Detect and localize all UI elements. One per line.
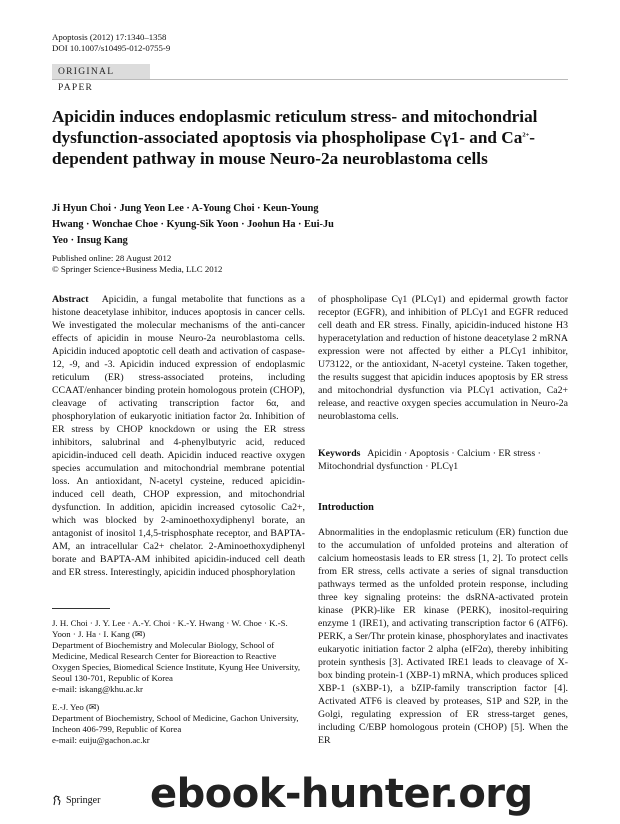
journal-reference: Apoptosis (2012) 17:1340–1358 <box>52 32 167 42</box>
keywords-heading: Keywords <box>318 448 361 459</box>
affiliation-1 <box>52 618 305 695</box>
affiliation-1-email[interactable]: e-mail: iskang@khu.ac.kr <box>52 684 143 694</box>
keywords-text: Apicidin · Apoptosis · Calcium · ER stress · Mitochondrial dysfunction · PLCγ1 <box>318 448 541 472</box>
header-rule <box>52 79 568 80</box>
affiliation-1-address: Department of Biochemistry and Molecular Biology, School of Medicine, Medical Research Center for Bioreaction to Reactive Oxygen Species, Biomedical Science Institute, Kyung Hee University, Seoul 130-701, Republic of Korea <box>52 640 301 683</box>
affiliation-2-email[interactable]: e-mail: euiju@gachon.ac.kr <box>52 735 150 745</box>
watermark: ebook-hunter.org <box>150 771 533 817</box>
publisher-name: Springer <box>66 795 101 806</box>
abstract-text-left: Apicidin, a fungal metabolite that functions as a histone deacetylase inhibitor, induces apoptosis in cancer cells. We investigated the molecular mechanisms of the anti-cancer effects of apicidin in mouse Neuro-2a neuroblastoma cells. Apicidin induced apoptotic cell death and activation of caspase-12, -9, and -3. Apicidin induced expression of endoplasmic reticulum (ER) stress-associated proteins, including CCAAT/enhancer binding protein homologous protein (CHOP), cleavage of activating transcription factor 6α, and phosphorylation of eukaryotic initiation factor 2α. Inhibition of ER stress by CHOP knockdown or using the ER stress inhibitors, salubrinal and 4-phenylbutyric acid, reduced apicidin-induced cell death. Apicidin induced reactive oxygen species accumulation and mitochondrial membrane potential loss. An antioxidant, N-acetyl cysteine, reduced apicidin-induced cell death, CHOP expression, and mitochondrial dysfunction. In addition, apicidin increased cytosolic Ca2+, which was blocked by 2-aminoethoxydiphenyl borate, an antagonist of inositol 1,4,5-trisphosphate receptor, and BAPTA-AM, an intracellular Ca2+ chelator. 2-Aminoethoxydiphenyl borate and BAPTA-AM inhibited apicidin-induced cell death and ER stress. Interestingly, apicidin induced phosphorylation <box>52 294 306 578</box>
introduction-text: Abnormalities in the endoplasmic reticulum (ER) function due to the accumulation of unfolded proteins and alteration of calcium homeostasis leads to ER stress [1, 2]. To protect cells from ER stress, cells activate a series of signal transduction pathways termed as the unfolded protein response, including three key signaling proteins: the dsRNA-activated protein kinase (PKR)-like ER kinase (PERK), inositol-requiring enzyme 1 (IRE1), and activating transcription factor 6 (ATF6). PERK, a Ser/Thr protein kinase, phosphorylates and inactivates eukaryotic initiation factor 2 alpha (eIF2α), thereby inhibiting protein synthesis [3]. Activated IRE1 leads to cleavage of X-box binding protein-1 (XBP-1) mRNA, which produces spliced XBP-1 (sXBP-1), a bZIP-family transcription factor [4]. Activated ATF6 is cleaved by proteases, S1P and S2P, in the Golgi, regulating expression of ER stress-target genes, including C/EBP homologous protein (CHOP) [5]. When the ER <box>318 527 568 746</box>
affiliation-2 <box>52 702 305 746</box>
abstract-left-column <box>52 293 305 579</box>
publisher-logo <box>52 795 100 806</box>
published-date: Published online: 28 August 2012 <box>52 253 172 263</box>
paper-title: Apicidin induces endoplasmic reticulum stress- and mitochondrial dysfunction-associated apoptosis via phospholipase Cγ1- and $Ca^{2+}$-dependent pathway in mouse Neuro-2a neuroblastoma cells <box>52 107 538 168</box>
affiliation-2-names: E.-J. Yeo (✉) <box>52 702 100 712</box>
abstract-heading: Abstract <box>52 294 89 305</box>
section-label: ORIGINAL PAPER <box>52 64 150 80</box>
affiliation-1-names: J. H. Choi · J. Y. Lee · A.-Y. Choi · K.-Y. Hwang · W. Choe · K.-S. Yoon · J. Ha · I. Kang (✉) <box>52 618 288 639</box>
copyright: © Springer Science+Business Media, LLC 2012 <box>52 264 223 274</box>
affiliation-2-address: Department of Biochemistry, School of Medicine, Gachon University, Incheon 406-799, Republic of Korea <box>52 713 299 734</box>
introduction-heading: Introduction <box>318 502 374 513</box>
keywords <box>318 447 568 473</box>
doi[interactable]: DOI 10.1007/s10495-012-0755-9 <box>52 43 171 53</box>
author-list: Ji Hyun Choi · Jung Yeon Lee · A-Young Choi · Keun-Young Hwang · Wonchae Choe · Kyung-Sik Yoon · Joohun Ha · Eui-Ju Yeo · Insug Kang <box>52 203 334 246</box>
springer-horse-icon <box>52 795 62 806</box>
affiliation-divider <box>52 608 110 609</box>
abstract-right-column: of phospholipase Cγ1 (PLCγ1) and epidermal growth factor receptor (EGFR), and inhibition of PLCγ1 and EGFR reduced cell death and ER stress. Finally, apicidin-induced histone H3 hyperacetylation and reduction of histone deacetylase 2 mRNA expression were not affected by either a PLCγ1 inhibitor, U73122, or the antioxidant, N-acetyl cysteine. Taken together, the results suggest that apicidin induces apoptosis by ER stress and mitochondrial dysfunction via PLCγ1 activation, Ca2+ release, and reactive oxygen species accumulation in Neuro-2a neuroblastoma cells. <box>318 294 568 422</box>
